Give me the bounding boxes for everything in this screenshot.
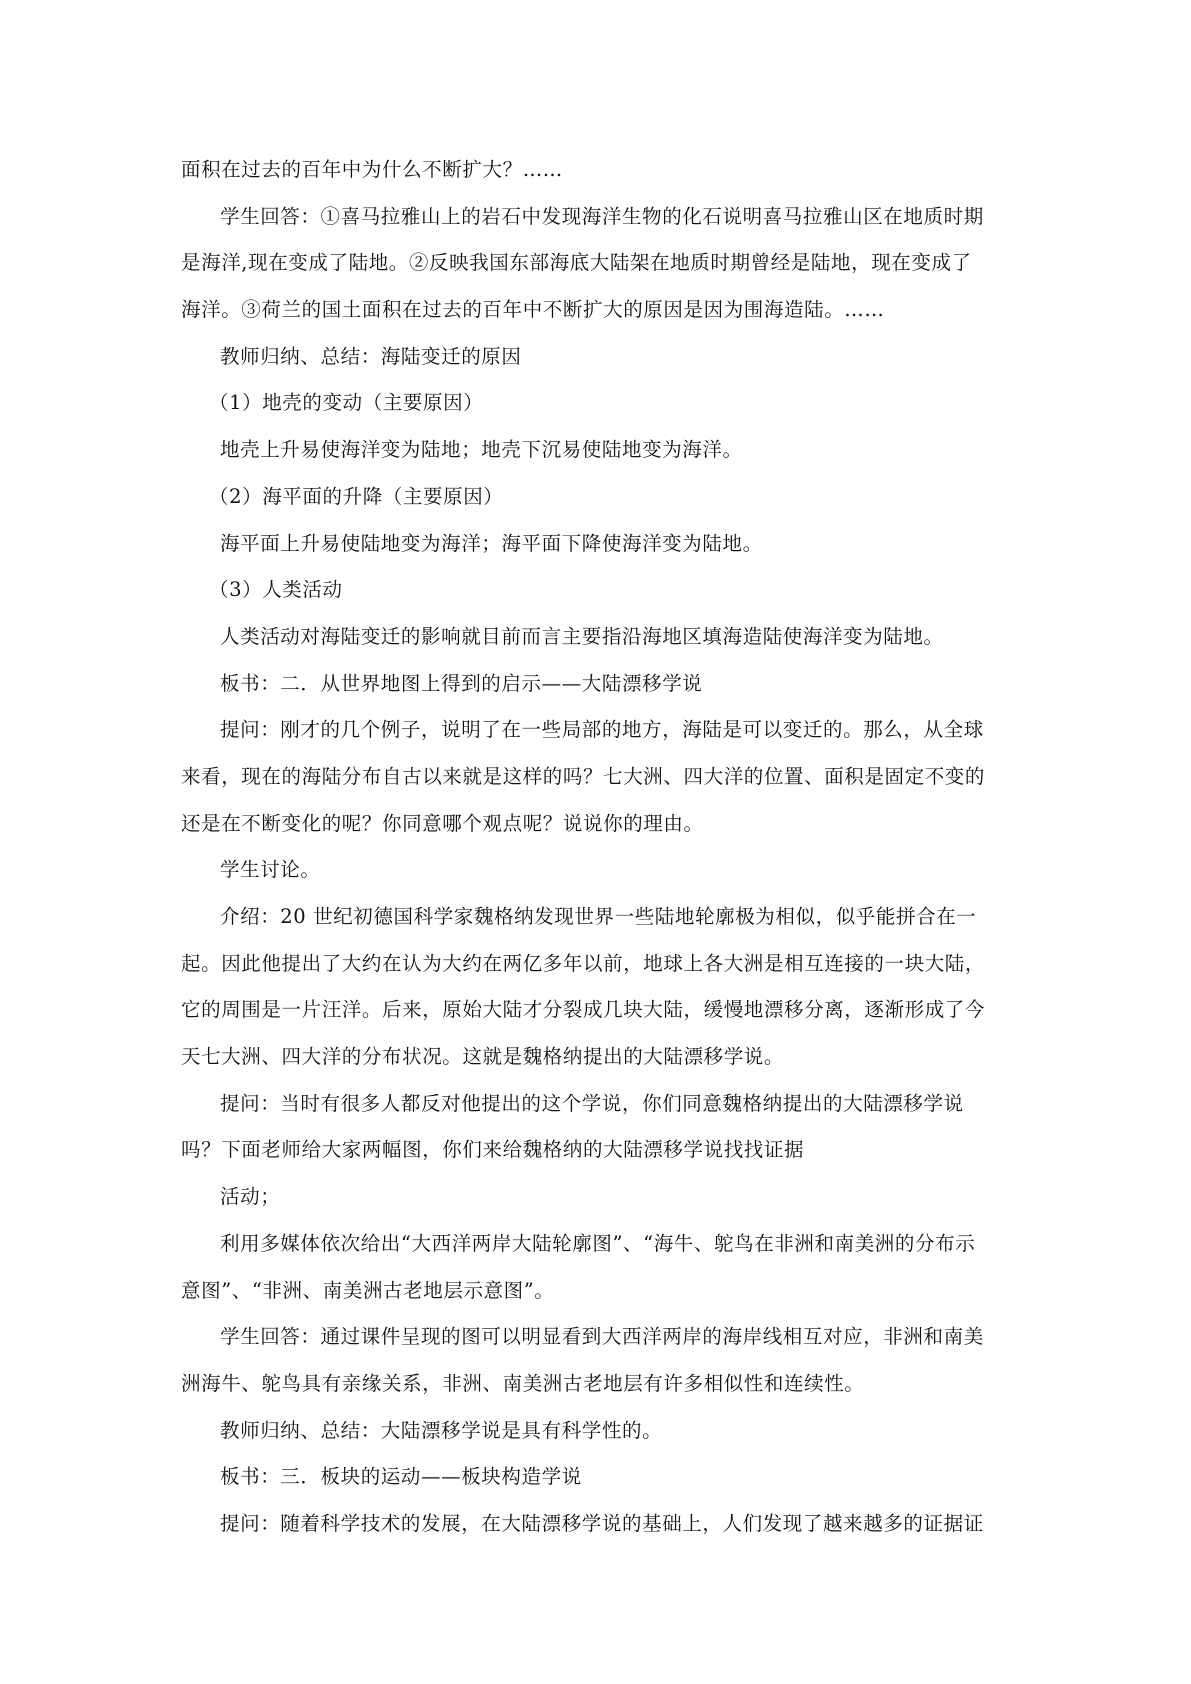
text-line: 提问：当时有很多人都反对他提出的这个学说，你们同意魏格纳提出的大陆漂移学说 xyxy=(220,1091,964,1115)
text-line: 人类活动对海陆变迁的影响就目前而言主要指沿海地区填海造陆使海洋变为陆地。 xyxy=(220,624,944,648)
text-line: 起。因此他提出了大约在认为大约在两亿多年以前，地球上各大洲是相互连接的一块大陆， xyxy=(181,951,986,975)
text-line: 意图”、“非洲、南美洲古老地层示意图”。 xyxy=(181,1278,555,1302)
text-line: 教师归纳、总结：海陆变迁的原因 xyxy=(220,344,522,368)
text-line: （3）人类活动 xyxy=(209,578,343,602)
document-body xyxy=(181,147,1013,1548)
text-line: 面积在过去的百年中为什么不断扩大？…… xyxy=(181,158,563,181)
text-line: 来看，现在的海陆分布自古以来就是这样的吗？七大洲、四大洋的位置、面积是固定不变的 xyxy=(181,764,986,788)
text-line: 吗？下面老师给大家两幅图，你们来给魏格纳的大陆漂移学说找找证据 xyxy=(181,1138,805,1162)
text-line: 海平面上升易使陆地变为海洋；海平面下降使海洋变为陆地。 xyxy=(220,531,763,555)
text-line: 它的周围是一片汪洋。后来，原始大陆才分裂成几块大陆，缓慢地漂移分离，逐渐形成了今 xyxy=(181,998,986,1022)
text-line: 教师归纳、总结：大陆漂移学说是具有科学性的。 xyxy=(220,1418,663,1442)
text-line: 天七大洲、四大洋的分布状况。这就是魏格纳提出的大陆漂移学说。 xyxy=(181,1045,785,1069)
text-line: 提问：刚才的几个例子，说明了在一些局部的地方，海陆是可以变迁的。那么，从全球 xyxy=(220,718,984,742)
text-line: 海洋。③荷兰的国土面积在过去的百年中不断扩大的原因是因为围海造陆。…… xyxy=(181,298,885,322)
text-line: 板书：三．板块的运动——板块构造学说 xyxy=(220,1465,582,1489)
text-line: 活动； xyxy=(220,1185,281,1209)
text-line: 是海洋,现在变成了陆地。②反映我国东部海底大陆架在地质时期曾经是陆地，现在变成了 xyxy=(181,251,972,275)
text-line: 提问：随着科学技术的发展，在大陆漂移学说的基础上，人们发现了越来越多的证据证 xyxy=(220,1511,984,1535)
text-line: （1）地壳的变动（主要原因） xyxy=(209,391,484,415)
text-line: 利用多媒体依次给出“大西洋两岸大陆轮廓图”、“海牛、鸵鸟在非洲和南美洲的分布示 xyxy=(220,1231,976,1255)
text-line: 板书：二．从世界地图上得到的启示——大陆漂移学说 xyxy=(220,671,703,695)
text-line: （2）海平面的升降（主要原因） xyxy=(209,484,504,508)
text-line: 学生讨论。 xyxy=(220,858,321,882)
text-line: 还是在不断变化的呢？你同意哪个观点呢？说说你的理由。 xyxy=(181,811,704,835)
text-line: 洲海牛、鸵鸟具有亲缘关系，非洲、南美洲古老地层有许多相似性和连续性。 xyxy=(181,1371,865,1395)
text-line: 地壳上升易使海洋变为陆地；地壳下沉易使陆地变为海洋。 xyxy=(220,438,743,462)
text-line: 学生回答：通过课件呈现的图可以明显看到大西洋两岸的海岸线相互对应，非洲和南美 xyxy=(220,1325,984,1349)
text-line: 介绍：20 世纪初德国科学家魏格纳发现世界一些陆地轮廓极为相似，似乎能拼合在一 xyxy=(220,905,977,928)
text-line: 学生回答：①喜马拉雅山上的岩石中发现海洋生物的化石说明喜马拉雅山区在地质时期 xyxy=(220,204,984,228)
